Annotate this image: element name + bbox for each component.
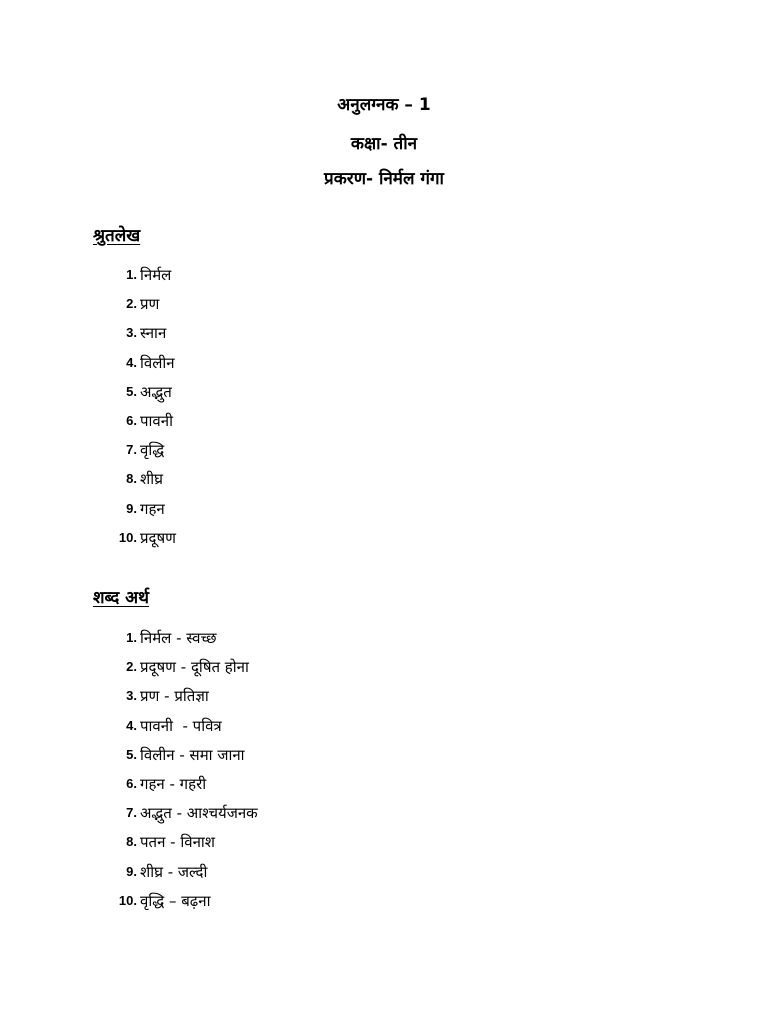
- class-heading: कक्षा- तीन: [350, 134, 418, 154]
- item-meaning: निर्मल - स्वच्छ: [140, 629, 217, 647]
- item-meaning: प्रण - प्रतिज्ञा: [140, 687, 209, 706]
- item-number: 6.: [126, 775, 137, 791]
- annexure-heading: अनुलग्नक – 1: [337, 95, 431, 115]
- item-meaning: पावनी - पवित्र: [140, 716, 222, 735]
- item-number: 5.: [126, 746, 137, 762]
- meanings-section-title: शब्द अर्थ: [93, 588, 150, 608]
- item-number: 2.: [126, 659, 137, 675]
- item-number: 2.: [126, 296, 137, 312]
- item-word: अद्भुत: [140, 382, 172, 401]
- item-word: विलीन: [140, 353, 175, 372]
- item-word: स्नान: [140, 324, 167, 343]
- item-word: निर्मल: [140, 266, 172, 284]
- item-number: 6.: [126, 412, 137, 428]
- item-word: प्रण: [140, 295, 160, 314]
- item-number: 7.: [126, 442, 137, 458]
- item-word: गहन: [140, 499, 165, 518]
- chapter-heading: प्रकरण- निर्मल गंगा: [324, 169, 444, 189]
- item-number: 7.: [126, 805, 137, 821]
- item-word: पावनी: [140, 411, 173, 430]
- item-meaning: शीघ्र - जल्दी: [140, 862, 208, 881]
- item-meaning: गहन - गहरी: [140, 774, 207, 793]
- item-meaning: पतन - विनाश: [140, 833, 215, 852]
- item-word: वृद्धि: [140, 441, 165, 460]
- item-number: 8.: [126, 471, 137, 487]
- item-word: प्रदूषण: [140, 528, 177, 547]
- item-number: 3.: [126, 688, 137, 704]
- item-number: 8.: [126, 834, 137, 850]
- item-number: 3.: [126, 325, 137, 341]
- item-meaning: वृद्धि – बढ़ना: [140, 891, 211, 910]
- item-number: 9.: [126, 863, 137, 879]
- item-number: 4.: [126, 354, 137, 370]
- item-number: 4.: [126, 717, 137, 733]
- item-number: 10.: [118, 892, 137, 908]
- item-number: 10.: [118, 529, 137, 545]
- item-word: शीघ्र: [140, 470, 163, 489]
- item-number: 1.: [126, 630, 137, 645]
- item-meaning: अद्भुत - आश्चर्यजनक: [140, 804, 258, 823]
- item-number: 5.: [126, 383, 137, 399]
- item-meaning: प्रदूषण - दूषित होना: [140, 658, 249, 677]
- item-meaning: विलीन - समा जाना: [140, 745, 245, 764]
- item-number: 9.: [126, 500, 137, 516]
- dictation-section-title: श्रुतलेख: [93, 226, 141, 246]
- item-number: 1.: [126, 267, 137, 282]
